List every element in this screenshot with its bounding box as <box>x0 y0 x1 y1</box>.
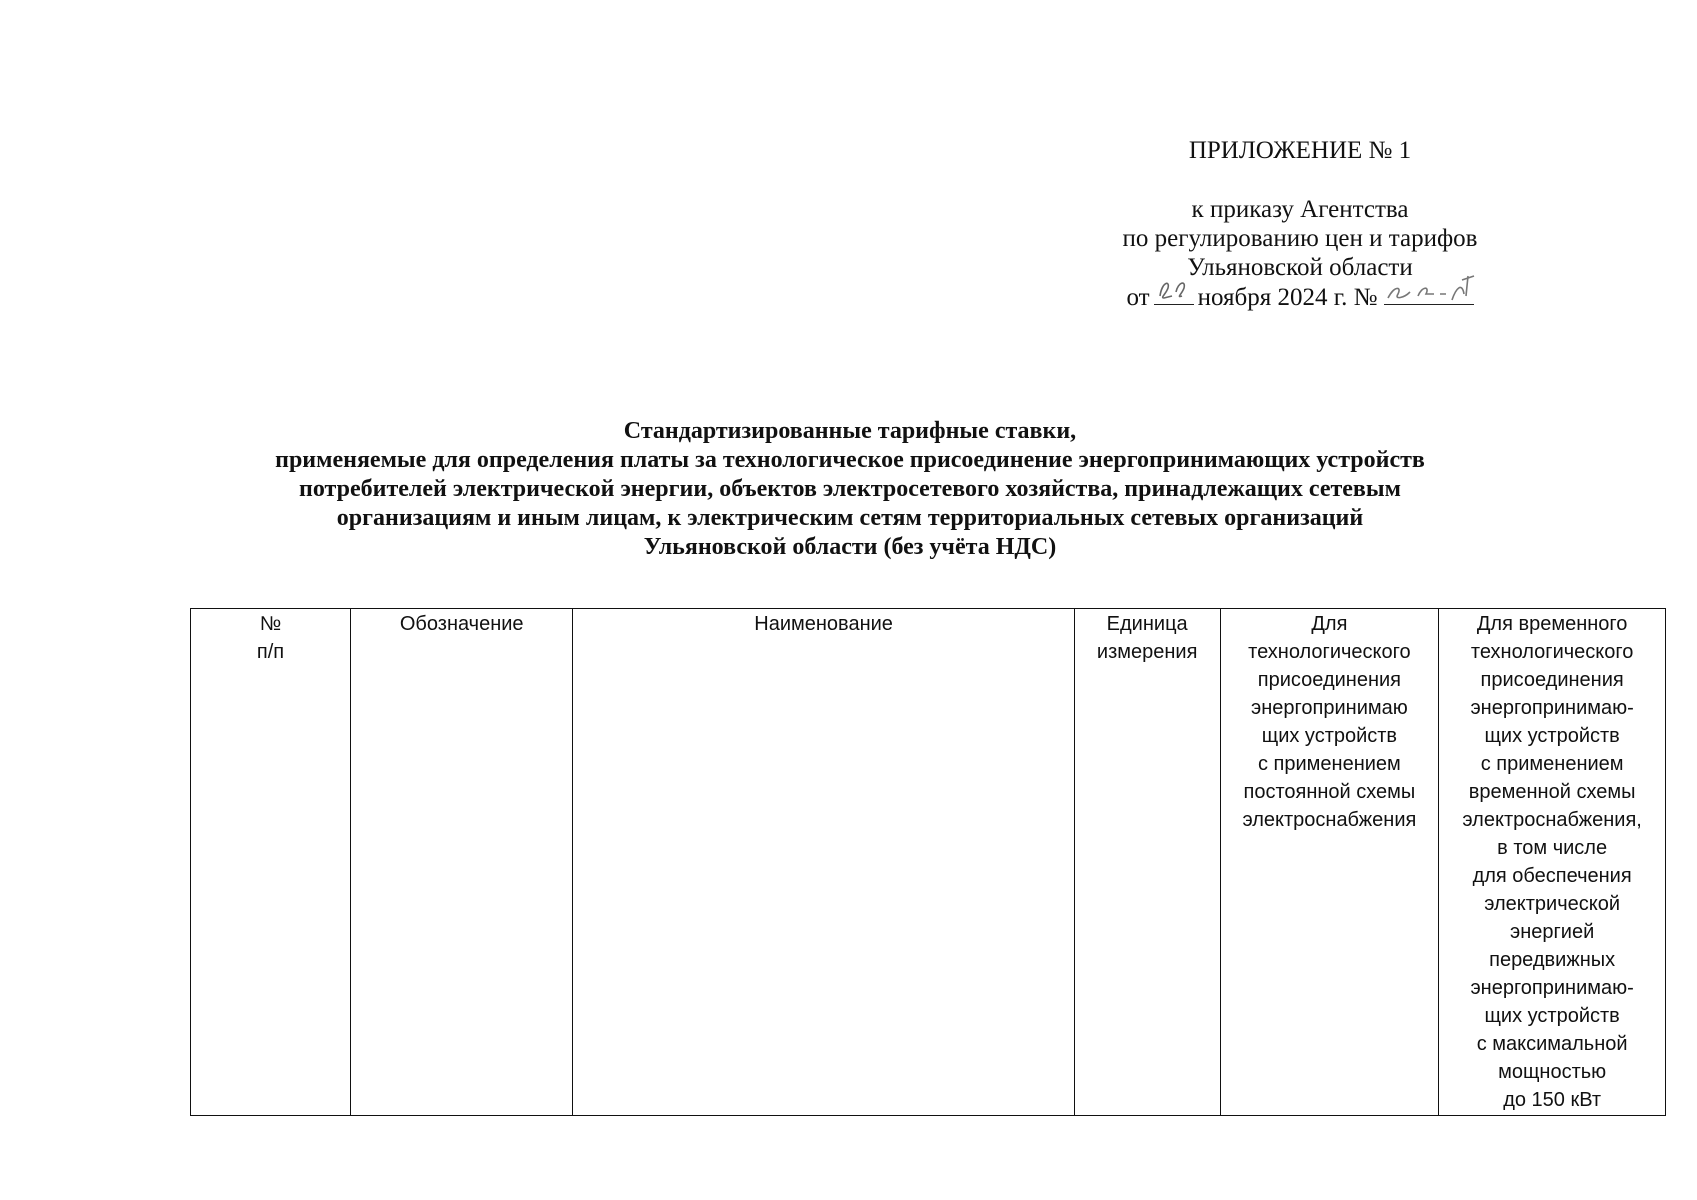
heading-line-5: Ульяновской области (без учёта НДС) <box>643 534 1057 560</box>
column-header-name: Наименование <box>573 609 1074 1116</box>
heading-line-1: Стандартизированные тарифные ставки, <box>623 418 1077 444</box>
heading-line-2: применяемые для определения платы за технологическое присоединение энергопринимающих устройств <box>275 447 1425 473</box>
appendix-title: ПРИЛОЖЕНИЕ № 1 <box>1188 137 1412 164</box>
column-header-number: № п/п <box>191 609 351 1116</box>
appendix-line-1: к приказу Агентства <box>1191 196 1409 223</box>
column-header-permanent-scheme: Для технологического присоединения энергопринимаю щих устройств с применением постоянной схемы электроснабжения <box>1220 609 1439 1116</box>
handwritten-number-scribble <box>1384 274 1484 308</box>
column-header-designation: Обозначение <box>351 609 573 1116</box>
table-header-row <box>191 609 1666 1116</box>
appendix-line-3: Ульяновской области <box>1187 254 1413 281</box>
handwritten-day-field <box>1154 282 1194 305</box>
handwritten-day-scribble <box>1154 274 1194 304</box>
date-prefix: от <box>1126 284 1150 311</box>
column-header-temporary-scheme: Для временного технологического присоединения энергопринимаю- щих устройств с применением временной схемы электроснабжения, в том числе для обеспечения электрической энергией передвижных энергопринимаю- щих устройств с максимальной мощностью до 150 кВт <box>1439 609 1666 1116</box>
tariff-table <box>190 608 1666 1116</box>
heading-line-4: организациям и иным лицам, к электрическим сетям территориальных сетевых организаций <box>336 505 1364 531</box>
column-header-unit: Единица измерения <box>1074 609 1220 1116</box>
handwritten-number-field <box>1384 282 1474 305</box>
document-heading <box>200 417 1500 562</box>
heading-line-3: потребителей электрической энергии, объектов электросетевого хозяйства, принадлежащих сетевым <box>299 476 1401 502</box>
date-middle: ноября 2024 г. № <box>1197 284 1378 311</box>
appendix-line-2: по регулированию цен и тарифов <box>1122 225 1478 252</box>
appendix-block <box>1090 136 1510 312</box>
appendix-date-line <box>1090 282 1510 312</box>
